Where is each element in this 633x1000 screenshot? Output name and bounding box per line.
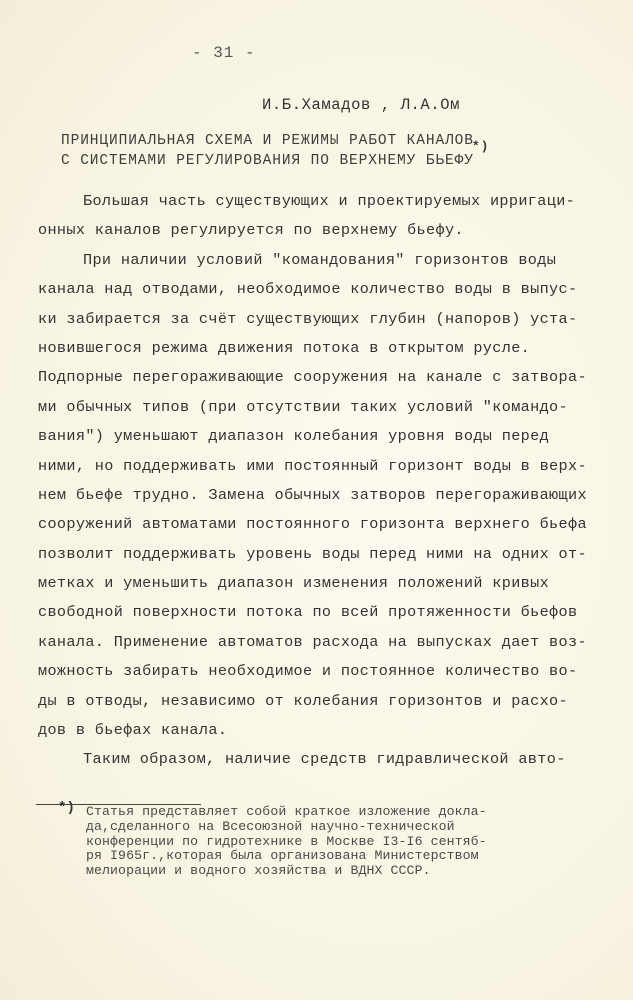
body-line: метках и уменьшить диапазон изменения положений кривых bbox=[38, 574, 550, 593]
footnote-line: Статья представляет собой краткое изложение докла- bbox=[86, 804, 487, 819]
body-line: онных каналов регулируется по верхнему бьефу. bbox=[38, 221, 464, 240]
footnote-reference: *) bbox=[471, 139, 490, 154]
body-line: При наличии условий "командования" горизонтов воды bbox=[83, 250, 557, 269]
title-line-1: ПРИНЦИПИАЛЬНАЯ СХЕМА И РЕЖИМЫ РАБОТ КАНАЛОВ*) bbox=[61, 133, 490, 154]
body-line: канала. Применение автоматов расхода на выпусках дает воз- bbox=[38, 632, 587, 651]
body-line: новившегося режима движения потока в открытом русле. bbox=[38, 338, 531, 357]
footnote bbox=[58, 800, 487, 879]
footnote-line: мелиорации и водного хозяйства и ВДНХ СССР. bbox=[86, 863, 431, 879]
article-title bbox=[61, 131, 489, 171]
title-line-2: С СИСТЕМАМИ РЕГУЛИРОВАНИЯ ПО ВЕРХНЕМУ БЬЕФУ bbox=[61, 153, 474, 169]
page-number: - 31 - bbox=[192, 44, 256, 62]
footnote-marker: *) bbox=[58, 800, 76, 816]
body-line: ними, но поддерживать ими постоянный горизонт воды в верх- bbox=[38, 456, 587, 475]
body-line: можность забирать необходимое и постоянное количество во- bbox=[38, 662, 578, 681]
body-line: канала над отводами, необходимое количество воды в выпус- bbox=[38, 280, 578, 299]
body-line: ки забирается за счёт существующих глубин (напоров) уста- bbox=[38, 309, 578, 328]
authors: И.Б.Хамадов , Л.А.Ом bbox=[262, 96, 461, 114]
body-line: нем бьефе трудно. Замена обычных затворов перегораживающих bbox=[38, 485, 587, 504]
body-line: позволит поддерживать уровень воды перед ними на одних от- bbox=[38, 544, 587, 563]
body-text bbox=[38, 187, 618, 775]
body-line: Подпорные перегораживающие сооружения на канале с затвора- bbox=[38, 368, 587, 387]
body-line: Таким образом, наличие средств гидравлической авто- bbox=[83, 750, 566, 769]
body-line: свободной поверхности потока по всей протяженности бьефов bbox=[38, 603, 578, 622]
body-line: ми обычных типов (при отсутствии таких условий "командо- bbox=[38, 397, 568, 416]
body-line: вания") уменьшают диапазон колебания уровня воды перед bbox=[38, 427, 550, 446]
body-line: дов в бьефах канала. bbox=[38, 721, 228, 740]
footnote-line: ря I965г.,которая была организована Министерством bbox=[86, 848, 479, 864]
footnote-line: конференции по гидротехнике в Москве I3-I6 сентяб- bbox=[86, 833, 487, 849]
footnote-line: да,сделанного на Всесоюзной научно-технической bbox=[86, 818, 455, 834]
body-line: сооружений автоматами постоянного горизонта верхнего бьефа bbox=[38, 515, 587, 534]
body-line: Большая часть существующих и проектируемых ирригаци- bbox=[83, 192, 576, 210]
body-line: ды в отводы, независимо от колебания горизонтов и расхо- bbox=[38, 691, 568, 710]
